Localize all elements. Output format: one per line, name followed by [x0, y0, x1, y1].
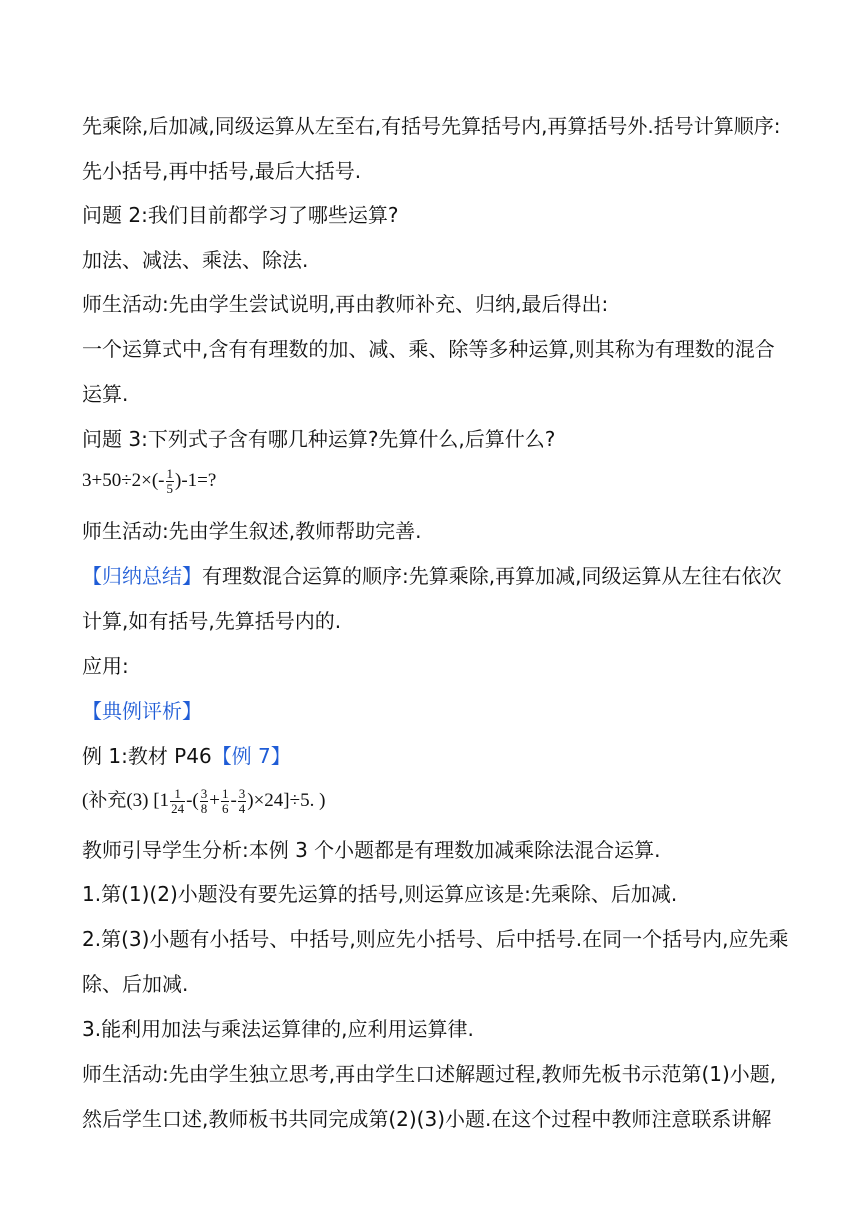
fraction-denominator: 8 [200, 801, 208, 817]
formula-part: )×24]÷5. ) [247, 790, 326, 811]
text-line: 除、后加减. [82, 972, 189, 996]
formula-part: -( [186, 790, 199, 811]
question-3: 问题 3:下列式子含有哪几种运算?先算什么,后算什么? [82, 427, 556, 451]
text-line: 加法、减法、乘法、除法. [82, 248, 309, 272]
text-line: 师生活动:先由学生独立思考,再由学生口述解题过程,教师先板书示范第(1)小题, [82, 1062, 777, 1086]
fraction-numerator: 1 [166, 466, 174, 482]
example-label: 例 1:教材 P46 [82, 744, 212, 768]
summary-line [82, 562, 781, 590]
fraction [238, 787, 247, 816]
example-line [82, 742, 291, 770]
question-2: 问题 2:我们目前都学习了哪些运算? [82, 203, 399, 227]
fraction [221, 787, 230, 816]
text-line: 3.能利用加法与乘法运算律的,应利用运算律. [82, 1017, 474, 1041]
text-line: 先小括号,再中括号,最后大括号. [82, 159, 362, 183]
example-heading: 【典例评析】 [82, 699, 202, 723]
formula-part: )-1=? [175, 470, 217, 491]
text-line: 应用: [82, 654, 129, 678]
text-line: 先乘除,后加减,同级运算从左至右,有括号先算括号内,再算括号外.括号计算顺序: [82, 114, 781, 138]
fraction-denominator: 6 [221, 801, 229, 817]
supplement-formula [82, 787, 325, 816]
fraction-numerator: 3 [238, 786, 246, 802]
text-line: 教师引导学生分析:本例 3 个小题都是有理数加减乘除法混合运算. [82, 838, 661, 862]
text-line: 运算. [82, 382, 129, 406]
text-line: 计算,如有括号,先算括号内的. [82, 609, 342, 633]
fraction-denominator: 24 [171, 801, 185, 817]
formula-part: (补充(3) [1 [82, 790, 170, 811]
fraction-denominator: 4 [238, 801, 246, 817]
fraction-numerator: 3 [200, 786, 208, 802]
text-line: 2.第(3)小题有小括号、中括号,则应先小括号、后中括号.在同一个括号内,应先乘 [82, 927, 789, 951]
fraction-numerator: 1 [170, 787, 185, 802]
formula-part: - [230, 790, 237, 811]
summary-tag: 【归纳总结】 [82, 564, 202, 588]
fraction [200, 787, 209, 816]
formula-part: 3+50÷2×(- [82, 470, 165, 491]
text-line: 师生活动:先由学生叙述,教师帮助完善. [82, 519, 422, 543]
text-line: 然后学生口述,教师板书共同完成第(2)(3)小题.在这个过程中教师注意联系讲解 [82, 1107, 772, 1131]
text-line: 师生活动:先由学生尝试说明,再由教师补充、归纳,最后得出: [82, 292, 609, 316]
text-line: 1.第(1)(2)小题没有要先运算的括号,则运算应该是:先乘除、后加减. [82, 882, 678, 906]
text-line: 一个运算式中,含有有理数的加、减、乘、除等多种运算,则其称为有理数的混合 [82, 337, 775, 361]
fraction [170, 787, 185, 816]
fraction-denominator: 5 [166, 481, 174, 497]
fraction [166, 467, 175, 496]
example-tag: 【例 7】 [211, 744, 291, 768]
fraction-numerator: 1 [221, 786, 229, 802]
formula-part: + [209, 790, 220, 811]
formula-expression [82, 467, 216, 496]
summary-text: 有理数混合运算的顺序:先算乘除,再算加减,同级运算从左往右依次 [202, 564, 782, 588]
